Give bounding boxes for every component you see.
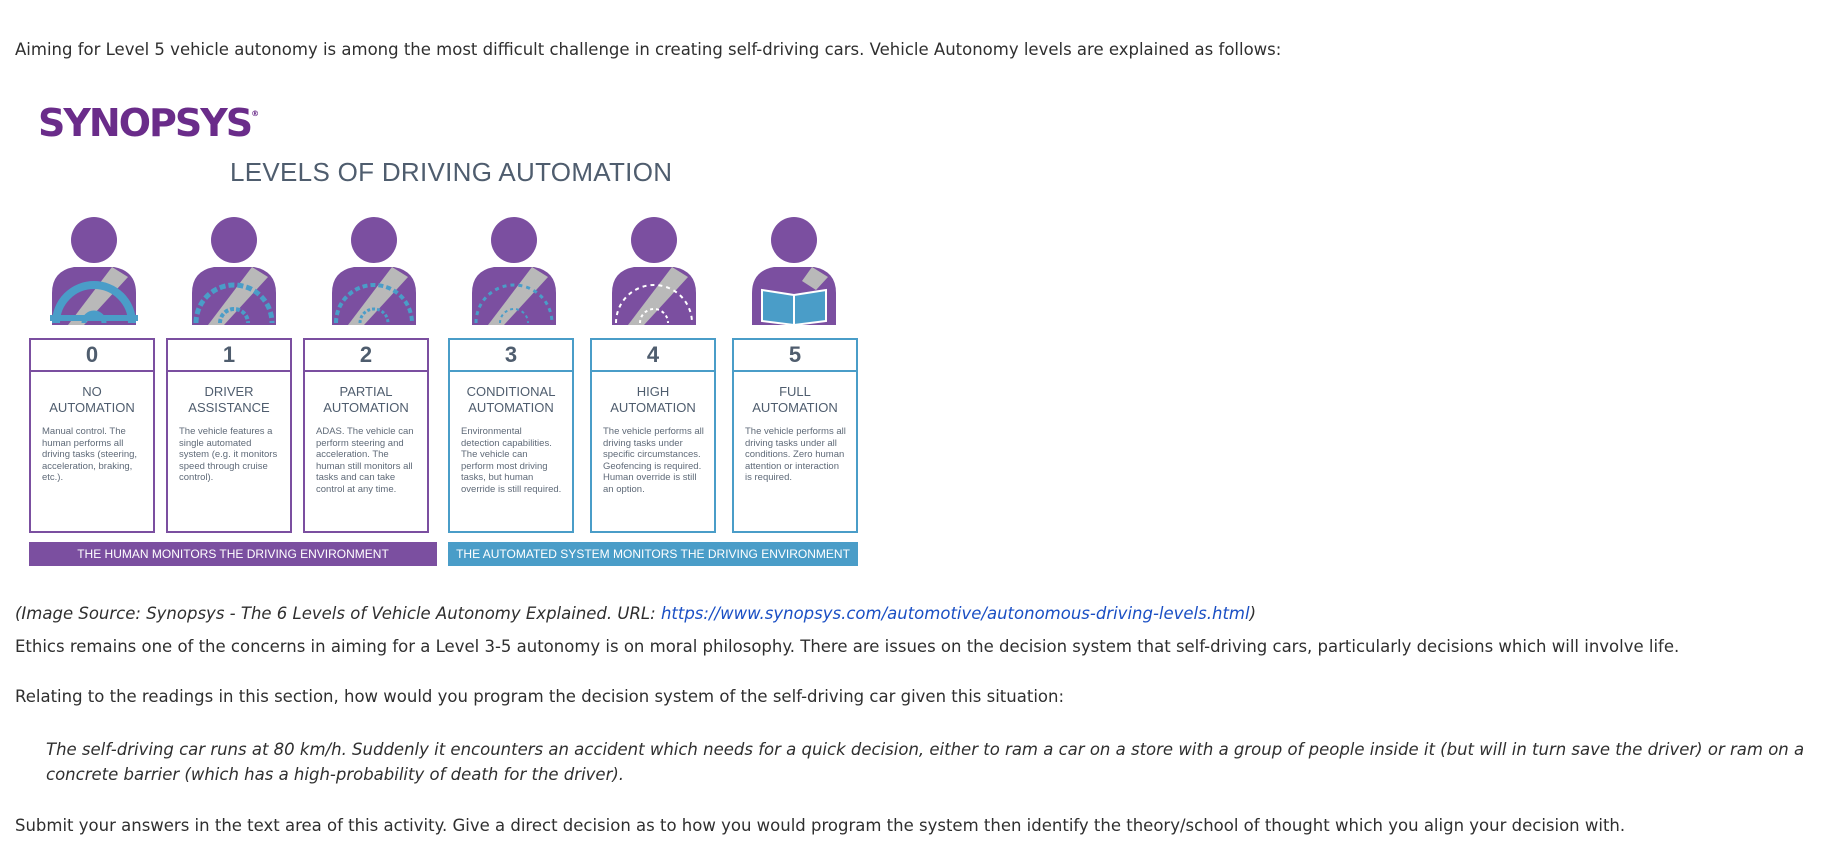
level-number: 2: [305, 340, 427, 372]
driver-level-1-icon: [192, 217, 276, 325]
driver-level-5-icon: [752, 217, 836, 325]
level-name: DRIVER ASSISTANCE: [188, 384, 270, 415]
driver-level-2-icon: [332, 217, 416, 325]
level-description: The vehicle features a single automated system (e.g. it monitors speed through cruise control).: [179, 426, 278, 483]
level-2-card: [303, 338, 429, 533]
level-name: FULL AUTOMATION: [752, 384, 838, 415]
level-description: Manual control. The human performs all driving tasks (steering, acceleration, braking, etc.).: [42, 426, 138, 483]
driver-level-4-icon: [612, 217, 696, 325]
image-source-caption: (Image Source: Synopsys - The 6 Levels of Vehicle Autonomy Explained. URL: https://www.synopsys.com/automotive/autonomous-driving-levels.html): [15, 604, 1257, 623]
driving-automation-infographic: [20, 95, 880, 575]
driver-level-0-icon: [50, 217, 138, 325]
level-name: HIGH AUTOMATION: [610, 384, 696, 415]
level-1-card: [166, 338, 292, 533]
level-3-card: [448, 338, 574, 533]
synopsys-logo: SYNOPSYS®: [38, 101, 260, 145]
question-paragraph: Relating to the readings in this section, how would you program the decision system of the self-driving car given this situation:: [15, 687, 1065, 706]
system-monitors-band: THE AUTOMATED SYSTEM MONITORS THE DRIVING ENVIRONMENT: [448, 542, 858, 566]
level-5-card: [732, 338, 858, 533]
driver-figures: [20, 215, 880, 335]
level-description: The vehicle performs all driving tasks under specific circumstances. Geofencing is required. Human override is still an option.: [603, 426, 704, 495]
level-number: 4: [592, 340, 714, 372]
level-name: NO AUTOMATION: [49, 384, 135, 415]
level-number: 1: [168, 340, 290, 372]
level-name: PARTIAL AUTOMATION: [323, 384, 409, 415]
level-number: 0: [31, 340, 153, 372]
level-4-card: [590, 338, 716, 533]
source-link[interactable]: https://www.synopsys.com/automotive/autonomous-driving-levels.html: [660, 604, 1250, 623]
intro-paragraph: Aiming for Level 5 vehicle autonomy is among the most difficult challenge in creating self-driving cars. Vehicle Autonomy levels are explained as follows:: [15, 40, 1282, 59]
ethics-paragraph: Ethics remains one of the concerns in aiming for a Level 3-5 autonomy is on moral philosophy. There are issues on the decision system that self-driving cars, particularly decisions which will involve life.: [15, 637, 1680, 656]
instructions-paragraph: Submit your answers in the text area of this activity. Give a direct decision as to how you would program the system then identify the theory/school of thought which you align your decision with.: [15, 816, 1626, 835]
driver-level-3-icon: [472, 217, 556, 325]
infographic-title: LEVELS OF DRIVING AUTOMATION: [230, 157, 673, 187]
human-monitors-band: THE HUMAN MONITORS THE DRIVING ENVIRONMENT: [29, 542, 437, 566]
level-name: CONDITIONAL AUTOMATION: [466, 384, 556, 415]
level-0-card: [29, 338, 155, 533]
level-number: 3: [450, 340, 572, 372]
level-description: The vehicle performs all driving tasks under all conditions. Zero human attention or interaction is required.: [745, 426, 846, 483]
level-number: 5: [734, 340, 856, 372]
level-description: Environmental detection capabilities. The vehicle can perform most driving tasks, but human override is still required.: [461, 426, 562, 495]
scenario-quote: The self-driving car runs at 80 km/h. Suddenly it encounters an accident which needs for a quick decision, either to ram a car on a store with a group of people inside it (but will in turn save the driver) or ram on a concrete barrier (which has a high-probability of death for the driver).: [46, 740, 1805, 784]
level-description: ADAS. The vehicle can perform steering and acceleration. The human still monitors all tasks and can take control at any time.: [316, 426, 414, 495]
